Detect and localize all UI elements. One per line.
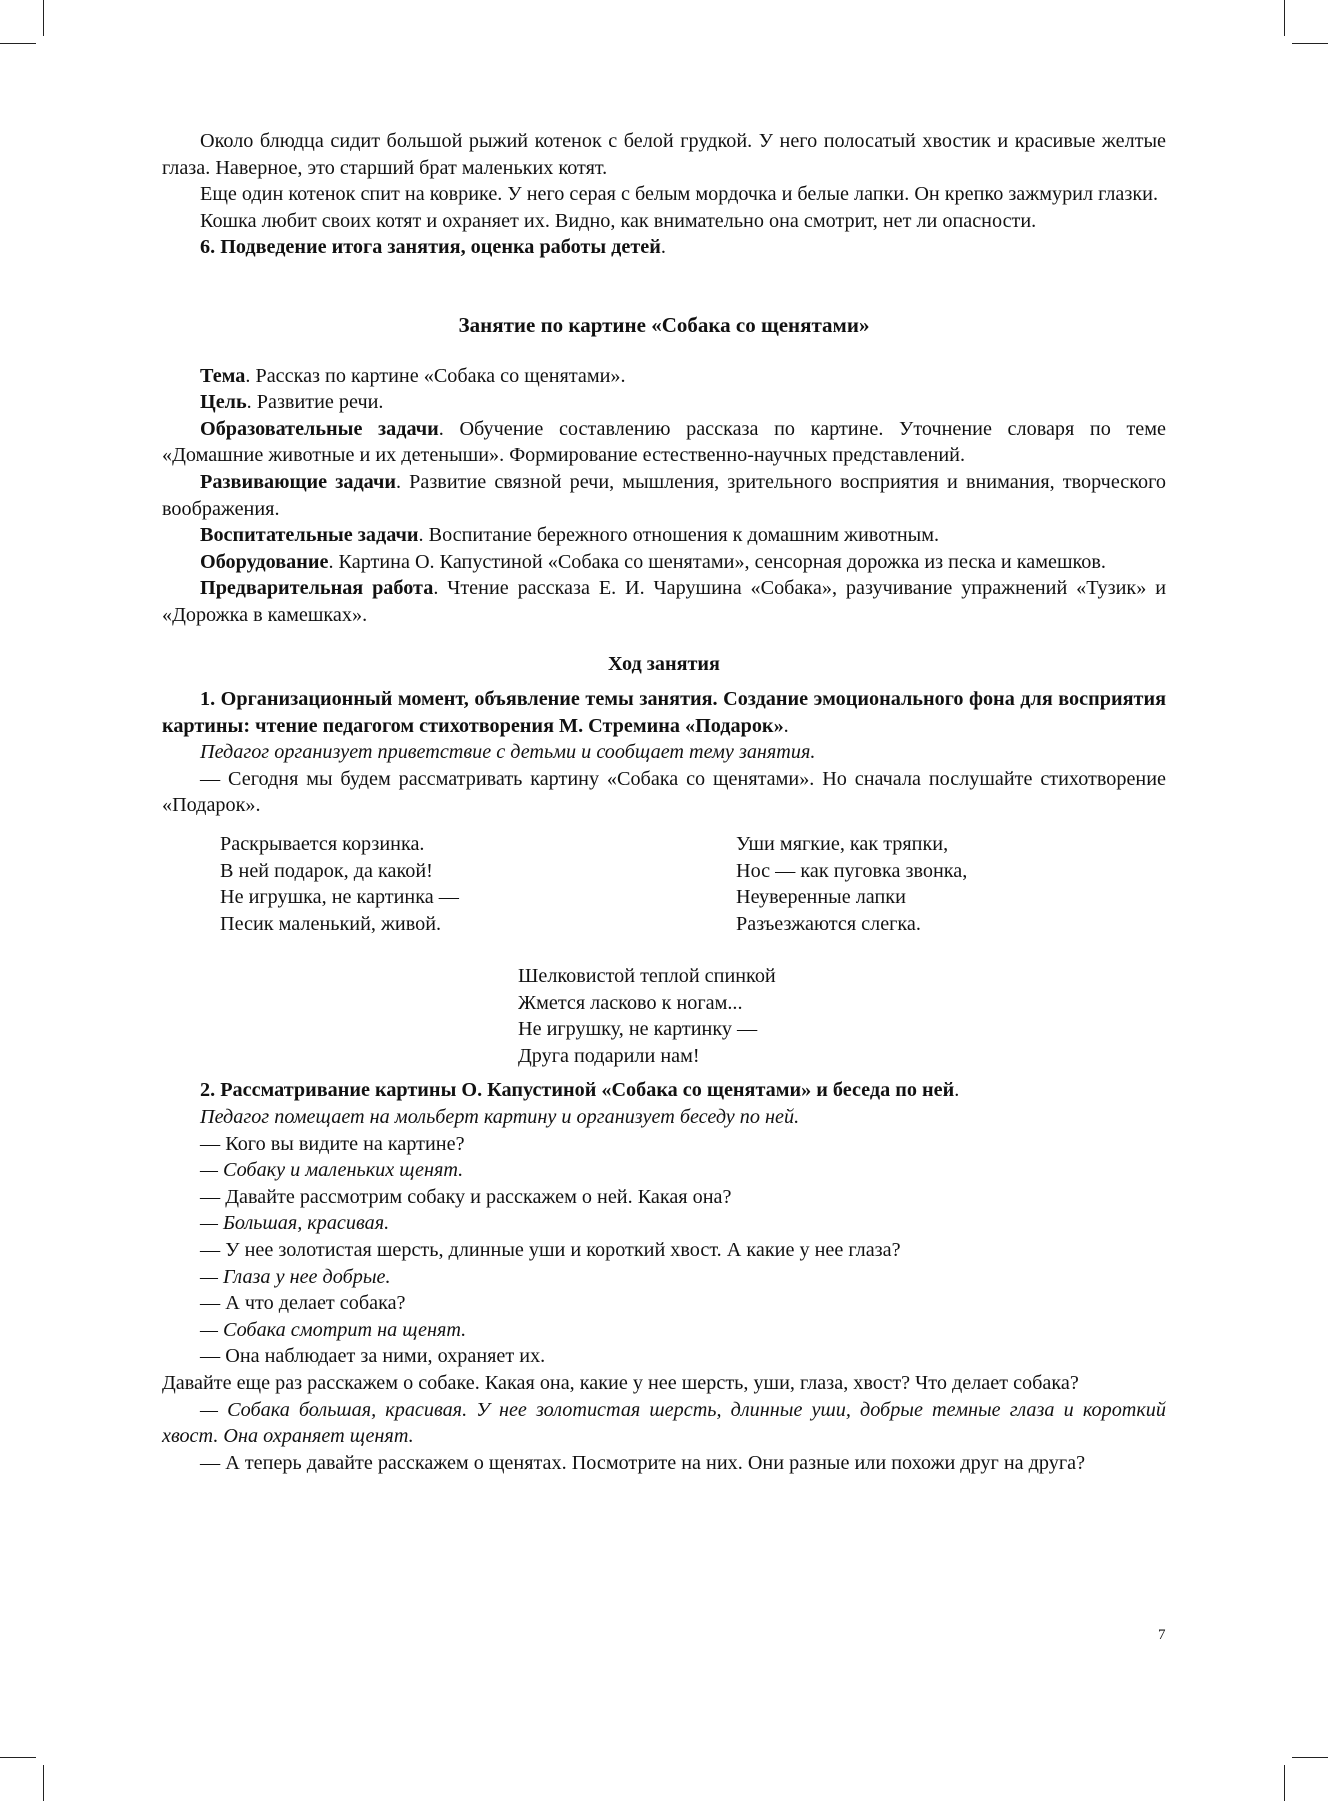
poem-stanza-left [220, 831, 459, 937]
meta-tema-text: . Рассказ по картине «Собака со щенятами». [245, 364, 626, 387]
step-2-teacher-note: Педагог помещает на мольберт картину и организует беседу по ней. [200, 1106, 800, 1129]
poem-two-columns [162, 831, 1166, 937]
course-title: Ход занятия [608, 652, 720, 675]
retell-prompt: Давайте еще раз расскажем о собаке. Какая она, какие у нее шерсть, уши, глаза, хвост? Что делает собака? [162, 1371, 1079, 1394]
dialogue-line: — Она наблюдает за ними, охраняет их. [200, 1345, 546, 1368]
poem-stanza-center [518, 963, 1166, 1069]
dialogue-line: — Давайте рассмотрим собаку и расскажем о ней. Какая она? [200, 1185, 732, 1208]
dialogue-line: — Кого вы видите на картине? [200, 1132, 465, 1155]
meta-tema [162, 363, 1166, 390]
dialogue-line: — У нее золотистая шерсть, длинные уши и короткий хвост. А какие у нее глаза? [200, 1239, 901, 1261]
step-1-heading [162, 686, 1166, 739]
section-title: Занятие по картине «Собака со щенятами» [458, 312, 870, 337]
step-6-heading [162, 234, 1166, 261]
page-body [162, 128, 1166, 1476]
step-6-heading-end: . [660, 236, 666, 259]
crop-mark-top-right [1284, 0, 1285, 36]
meta-preliminary-work [162, 575, 1166, 628]
step-2-heading-end: . [954, 1079, 960, 1102]
poem-line: Не игрушка, не картинка — [220, 886, 459, 909]
dialogue-answer: — Собаку и маленьких щенят. [200, 1159, 464, 1182]
crop-mark-top-left-horizontal [0, 43, 36, 44]
meta-equipment [162, 549, 1166, 576]
puppies-prompt: — А теперь давайте расскажем о щенятах. Посмотрите на них. Они разные или похожи друг на друга? [200, 1451, 1086, 1474]
step-2-heading [162, 1077, 1166, 1104]
poem-stanza-right [736, 831, 967, 937]
meta-equipment-label: Оборудование [200, 550, 329, 573]
poem-line: Нос — как пуговка звонка, [736, 859, 968, 882]
poem-line: Неуверенные лапки [736, 886, 906, 909]
meta-cel-label: Цель [200, 391, 247, 414]
poem-line: Раскрывается корзинка. [220, 833, 425, 856]
page-number: 7 [1158, 1627, 1166, 1643]
meta-upbringing-tasks-label: Воспитательные задачи [200, 524, 419, 547]
poem-line: Уши мягкие, как тряпки, [736, 833, 949, 856]
crop-mark-bottom-left [43, 1765, 44, 1801]
poem-line: Не игрушку, не картинку — [518, 1018, 758, 1041]
poem-line: В ней подарок, да какой! [220, 859, 433, 882]
step-6-heading-text: 6. Подведение итога занятия, оценка работы детей [200, 236, 661, 259]
step-1-heading-end: . [783, 714, 789, 737]
intro-paragraph-1: Около блюдца сидит большой рыжий котенок с белой грудкой. У него полосатый хвостик и красивые желтые глаза. Наверное, это старший брат маленьких котят. [162, 130, 1166, 179]
step-1-heading-text: 1. Организационный момент, объявление темы занятия. Создание эмоционального фона для восприятия картины: чтение педагогом стихотворения М. Стремина «Подарок» [162, 688, 1166, 737]
meta-developing-tasks-label: Развивающие задачи [200, 470, 396, 493]
meta-educational-tasks-text: . Обучение составлению рассказа по картине. Уточнение словаря по теме «Домашние животные и их детеныши». Формирование естественно-научных представлений. [162, 417, 1166, 467]
meta-developing-tasks [162, 469, 1166, 522]
crop-mark-bottom-right-horizontal [1292, 1757, 1328, 1758]
meta-developing-tasks-text: . Развитие связной речи, мышления, зрительного восприятия и внимания, творческого воображения. [162, 470, 1166, 520]
poem-line: Друга подарили нам! [518, 1044, 700, 1067]
crop-mark-bottom-right [1284, 1765, 1285, 1801]
intro-paragraph-3: Кошка любит своих котят и охраняет их. Видно, как внимательно она смотрит, нет ли опасности. [200, 209, 1037, 232]
crop-mark-top-left [43, 0, 44, 36]
poem-line: Жмется ласково к ногам... [518, 991, 743, 1014]
poem-line: Песик маленький, живой. [220, 912, 442, 935]
poem-line: Разъезжаются слегка. [736, 912, 921, 935]
crop-mark-bottom-left-horizontal [0, 1757, 36, 1758]
meta-preliminary-work-label: Предварительная работа [200, 577, 434, 600]
meta-educational-tasks-label: Образовательные задачи [200, 417, 439, 440]
retell-answer: — Собака большая, красивая. У нее золотистая шерсть, длинные уши, добрые темные глаза и короткий хвост. Она охраняет щенят. [162, 1398, 1166, 1448]
dialogue-answer: — Большая, красивая. [200, 1212, 390, 1235]
dialogue-line: — А что делает собака? [200, 1292, 406, 1315]
meta-cel-text: . Развитие речи. [246, 391, 384, 414]
meta-upbringing-tasks [162, 522, 1166, 549]
meta-educational-tasks [162, 416, 1166, 469]
step-2-heading-text: 2. Рассматривание картины О. Капустиной «Собака со щенятами» и беседа по ней [200, 1079, 955, 1102]
step-1-speech: — Сегодня мы будем рассматривать картину «Собака со щенятами». Но сначала послушайте стихотворение «Подарок». [162, 767, 1166, 817]
meta-cel [162, 389, 1166, 416]
dialogue-answer: — Собака смотрит на щенят. [200, 1318, 467, 1341]
poem-line: Шелковистой теплой спинкой [518, 965, 776, 988]
crop-mark-top-right-horizontal [1292, 43, 1328, 44]
meta-equipment-text: . Картина О. Капустиной «Собака со шенятами», сенсорная дорожка из песка и камешков. [328, 550, 1106, 573]
dialogue-answer: — Глаза у нее добрые. [200, 1265, 391, 1288]
dialogue [162, 1131, 1166, 1370]
meta-preliminary-work-text: . Чтение рассказа Е. И. Чарушина «Собака», разучивание упражнений «Тузик» и «Дорожка в камешках». [162, 577, 1167, 626]
intro-paragraph-2: Еще один котенок спит на коврике. У него серая с белым мордочка и белые лапки. Он крепко зажмурил глазки. [200, 183, 1159, 206]
meta-upbringing-tasks-text: . Воспитание бережного отношения к домашним животным. [418, 524, 940, 547]
step-1-teacher-note: Педагог организует приветствие с детьми и сообщает тему занятия. [200, 741, 816, 764]
meta-tema-label: Тема [200, 364, 246, 387]
